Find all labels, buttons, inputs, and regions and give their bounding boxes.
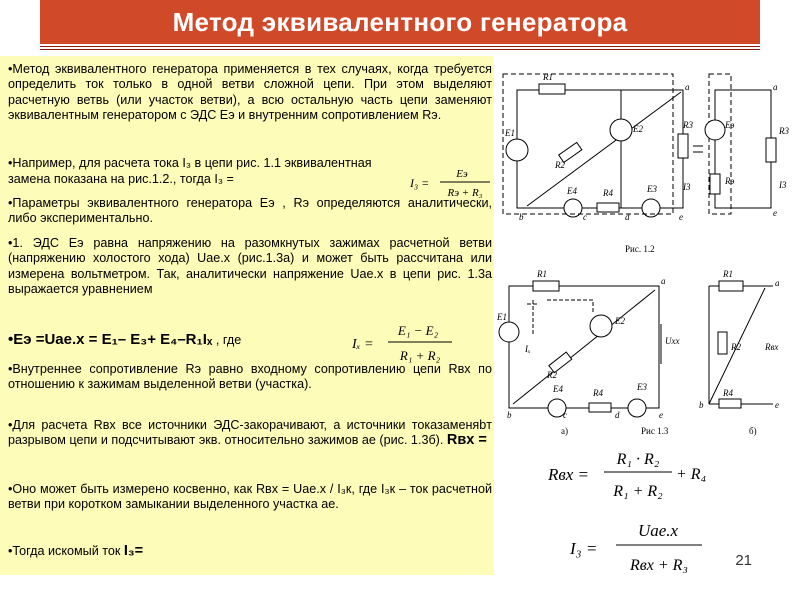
fig13-uxx: Uхх: [665, 336, 680, 346]
bullet-4: •1. ЭДС Eэ равна напряжению на разомкнутых зажимах расчетной ветви (напряжению холостого хода) Uae.x (рис.1.3а) и может быть рассчитана или измерена вольтметром. Так, аналитически напряжение Uae.x в цепи рис. 1.3а выражается уравнением: [8, 236, 492, 296]
title-bar: [40, 0, 760, 44]
bullet-9-text: •Тогда искомый ток: [8, 544, 121, 558]
fig13-e: e: [659, 410, 663, 420]
formula-i3-final-lhs: I₃ =: [570, 539, 598, 558]
formula-rvx-tail: + R₄: [676, 466, 707, 483]
fig12-b: b: [519, 212, 524, 222]
fig13b-rvx: Rвх: [765, 342, 779, 352]
formula-i3-final: [560, 512, 720, 582]
fig13-e4: E4: [553, 384, 563, 394]
fig12-ee: Eэ: [725, 120, 735, 130]
fig12-r3b: R3: [779, 126, 789, 136]
fig12-r2: R2: [555, 160, 565, 170]
bullet-5-tail: , где: [215, 333, 242, 347]
fig13b-r2: R2: [731, 342, 741, 352]
fig13-label-b: б): [749, 426, 757, 436]
formula-i3-small: [404, 164, 494, 202]
fig13-caption: Рис 1.3: [641, 426, 669, 436]
slide-title: Метод эквивалентного генератора: [172, 6, 628, 37]
fig13-e2: E2: [615, 316, 625, 326]
fig12-e: e: [679, 212, 683, 222]
bullet-9-i3: I₃=: [123, 543, 144, 559]
bullet-8: •Оно может быть измерено косвенно, как Rвх = Uae.x / I₃к, где I₃к – ток расчетной ветви при коротком замыкании выделенного участка ae.: [8, 482, 492, 512]
fig12-r3: R3: [683, 120, 693, 130]
fig12-e1: E1: [505, 128, 515, 138]
fig12-e3: E3: [647, 184, 657, 194]
formula-i3-lhs: I₃ =: [410, 176, 430, 190]
fig13-c: c: [563, 410, 567, 420]
fig13-b: b: [507, 410, 512, 420]
formula-i3-num: Eэ: [456, 168, 468, 180]
fig12-d: d: [625, 212, 630, 222]
bullet-9: [8, 544, 492, 559]
bullet-7-rvx: Rвх =: [446, 432, 487, 449]
formula-i3-den: Rэ + R₃: [447, 187, 483, 199]
formula-rvx-num: R₁ · R₂: [616, 451, 660, 468]
fig12-caption: Рис. 1.2: [625, 244, 655, 254]
formula-ix-num: E₁ − E₂: [397, 323, 439, 338]
formula-rvx: [540, 444, 730, 506]
figure-1-2: [497, 64, 795, 260]
formula-rvx-den: R₁ + R₂: [613, 483, 663, 500]
fig12-e2-node: e: [773, 208, 777, 218]
formula-ix-den: R₁ + R₂: [399, 348, 441, 363]
fig13b-r4: R4: [723, 388, 733, 398]
fig12-e4: E4: [567, 186, 577, 196]
bullet-7: [8, 418, 492, 449]
fig12-c: c: [583, 212, 587, 222]
bullet-5: [8, 332, 338, 348]
bullet-2a: •Например, для расчета тока I₃ в цепи рис. 1.1 эквивалентная: [8, 156, 372, 170]
fig13b-e: e: [775, 400, 779, 410]
title-rule-2: [40, 49, 760, 50]
bullet-3: •Параметры эквивалентного генератора Eэ , Rэ определяются аналитически, либо экспериментально.: [8, 196, 492, 226]
fig12-r4: R4: [603, 188, 613, 198]
fig13-ix: Iₓ: [525, 344, 531, 354]
fig13-d: d: [615, 410, 620, 420]
page-number: 21: [735, 552, 752, 569]
fig12-e2: E2: [633, 124, 643, 134]
bullet-2b: замена показана на рис.1.2., тогда I₃ =: [8, 172, 234, 186]
fig13-e3: E3: [637, 382, 647, 392]
formula-i3-final-num: Uae.x: [637, 521, 679, 540]
formula-ix-lhs: Iₓ =: [352, 337, 374, 352]
fig13b-r1: R1: [723, 269, 733, 279]
text-panel: [0, 56, 494, 575]
formula-rvx-lhs: Rвх =: [548, 465, 590, 484]
fig12-i3: I3: [683, 182, 691, 192]
fig12-re: Rэ: [725, 176, 735, 186]
fig12-r1: R1: [543, 72, 553, 82]
fig13-a: a: [661, 276, 666, 286]
formula-ix: [348, 318, 468, 368]
bullet-7-text: •Для расчета Rвх все источники ЭДС-закорачивают, а источники токазаменяbт разрывом цепи и подсчитывают экв. относительно зажимов ae (рис. 1.3б).: [8, 418, 492, 448]
bullet-1: •Метод эквивалентного генератора применяется в тех случаях, когда требуется определить ток только в одной ветви сложной цепи. При этом выделяют расчетную ветвь (или участок ветви), а всю остальную часть цепи заменяют эквивалентным генератором с ЭДС Eэ и внутренним сопротивлением Rэ.: [8, 62, 492, 122]
fig13-e1: E1: [497, 312, 507, 322]
fig13-label-a: а): [561, 426, 568, 436]
bullet-6: •Внутреннее сопротивление Rэ равно входному сопротивлению цепи Rвх по отношению к зажимам выделенной ветви (участка).: [8, 362, 492, 392]
figure-1-3: [497, 264, 795, 442]
fig12-a: a: [685, 82, 690, 92]
title-rule: [40, 46, 760, 47]
bullet-5-formula: •Eэ =Uae.x = E₁– E₃+ E₄–R₁Iₓ: [8, 331, 213, 348]
fig13-r1: R1: [537, 269, 547, 279]
fig12-i3b: I3: [779, 180, 787, 190]
fig13-r2: R2: [547, 370, 557, 380]
fig13b-b: b: [699, 400, 704, 410]
fig12-a2: a: [773, 82, 778, 92]
fig13b-a: a: [775, 278, 780, 288]
fig13-r4: R4: [593, 388, 603, 398]
formula-i3-final-den: Rвх + R₃: [630, 557, 688, 574]
